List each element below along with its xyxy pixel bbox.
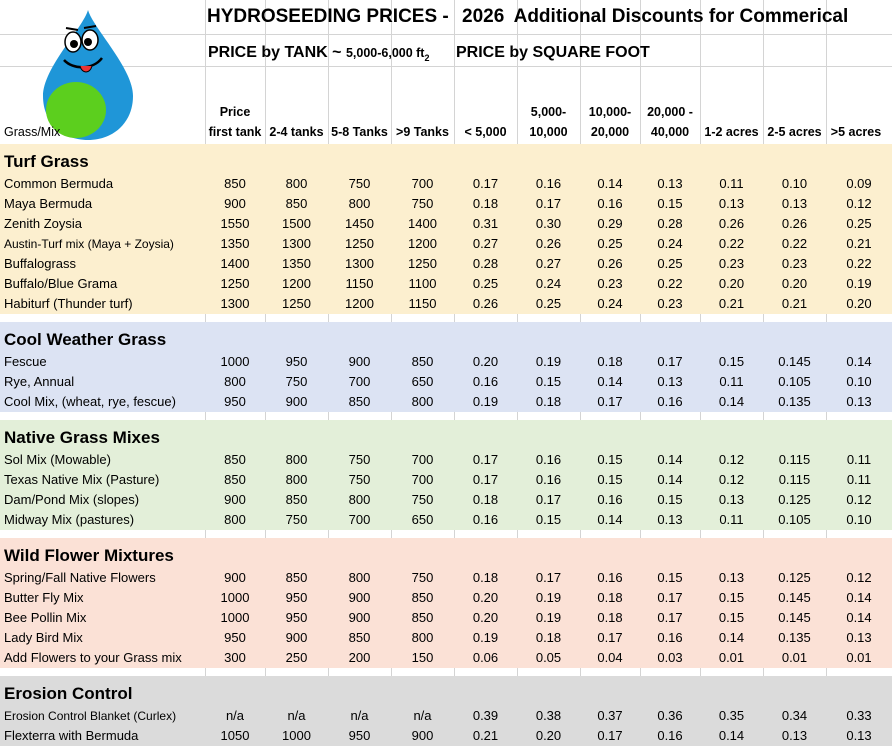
price-cell: 1300	[220, 296, 250, 311]
row-label: Bee Pollin Mix	[4, 610, 87, 625]
price-cell: 0.125	[778, 492, 811, 507]
price-cell: 750	[348, 452, 371, 467]
price-cell: 0.17	[535, 570, 562, 585]
price-cell: 0.125	[778, 570, 811, 585]
price-cell: 850	[411, 590, 434, 605]
price-cell: 0.18	[472, 570, 499, 585]
price-cell: 900	[348, 590, 371, 605]
col-header-10000-20000-line2: 20,000	[590, 125, 630, 139]
price-cell: 1200	[408, 236, 437, 251]
col-header-9-tanks: >9 Tanks	[396, 125, 449, 139]
price-cell: 1250	[345, 236, 374, 251]
price-cell: 0.29	[597, 216, 623, 231]
price-cell: 0.19	[846, 276, 872, 291]
price-cell: 200	[348, 650, 371, 665]
price-cell: 0.14	[657, 472, 683, 487]
row-label: Cool Mix, (wheat, rye, fescue)	[4, 394, 176, 409]
price-cell: 1000	[220, 354, 250, 369]
price-cell: 0.11	[719, 176, 744, 191]
price-cell: 1300	[345, 256, 374, 271]
price-cell: 0.13	[846, 630, 872, 645]
price-cell: 0.145	[778, 354, 811, 369]
price-cell: 0.15	[597, 452, 623, 467]
price-cell: 0.16	[597, 570, 623, 585]
row-label: Habiturf (Thunder turf)	[4, 296, 133, 311]
price-cell: 800	[285, 452, 308, 467]
section-title: Wild Flower Mixtures	[4, 546, 174, 565]
price-cell: 0.24	[535, 276, 562, 291]
price-cell: 850	[411, 354, 434, 369]
price-cell: 850	[285, 196, 308, 211]
price-cell: 850	[348, 630, 371, 645]
price-cell: 1000	[282, 728, 311, 743]
price-cell: 1200	[282, 276, 311, 291]
price-cell: 1250	[220, 276, 250, 291]
price-cell: 850	[411, 610, 434, 625]
price-cell: 850	[224, 472, 246, 487]
tank-size: 5,000-6,000 ft	[345, 46, 425, 60]
price-cell: 0.13	[718, 492, 745, 507]
price-cell: 1250	[282, 296, 311, 311]
price-cell: 0.39	[472, 708, 499, 723]
price-cell: 0.17	[535, 492, 562, 507]
price-cell: 0.17	[597, 630, 623, 645]
price-cell: 0.12	[718, 472, 745, 487]
price-cell: 0.17	[535, 196, 562, 211]
price-cell: 650	[411, 374, 434, 389]
price-cell: 0.21	[781, 296, 808, 311]
price-cell: 0.11	[846, 472, 872, 487]
price-cell: 1000	[220, 590, 250, 605]
price-cell: 750	[285, 512, 308, 527]
price-cell: 0.28	[657, 216, 683, 231]
price-cell: 0.20	[472, 354, 499, 369]
row-label: Add Flowers to your Grass mix	[4, 650, 182, 665]
row-label: Maya Bermuda	[4, 196, 93, 211]
row-label: Midway Mix (pastures)	[4, 512, 135, 527]
price-cell: 0.22	[781, 236, 808, 251]
price-cell: 0.15	[657, 492, 683, 507]
price-cell: 900	[411, 728, 434, 743]
price-cell: 0.21	[472, 728, 499, 743]
price-cell: 0.13	[657, 512, 683, 527]
price-cell: 0.20	[472, 610, 499, 625]
price-cell: 800	[411, 394, 434, 409]
price-cell: 0.17	[472, 452, 499, 467]
price-cell: 0.20	[472, 590, 499, 605]
price-cell: 0.135	[778, 394, 811, 409]
section-title: Erosion Control	[4, 684, 133, 703]
price-cell: 0.16	[597, 492, 623, 507]
price-cell: 850	[224, 176, 246, 191]
price-cell: n/a	[225, 708, 245, 723]
price-cell: 0.34	[781, 708, 808, 723]
price-cell: 0.12	[718, 452, 745, 467]
row-label: Butter Fly Mix	[4, 590, 84, 605]
price-cell: 0.25	[535, 296, 562, 311]
col-header-5-8-tanks: 5-8 Tanks	[331, 125, 388, 139]
price-cell: 0.145	[778, 590, 811, 605]
sqft-header: PRICE by SQUARE FOOT	[456, 44, 650, 61]
price-cell: 0.13	[781, 196, 808, 211]
section-title: Turf Grass	[4, 152, 89, 171]
price-cell: 0.19	[472, 394, 499, 409]
price-cell: 0.25	[472, 276, 499, 291]
price-cell: 0.14	[597, 374, 623, 389]
price-cell: 900	[224, 492, 246, 507]
price-cell: 900	[285, 630, 308, 645]
price-cell: 1100	[408, 276, 437, 291]
price-cell: 250	[285, 650, 308, 665]
price-cell: 0.10	[781, 176, 808, 191]
col-header-1-2-acres: 1-2 acres	[704, 125, 759, 139]
price-cell: 0.135	[778, 630, 811, 645]
price-cell: 0.23	[597, 276, 623, 291]
price-cell: 0.17	[472, 472, 499, 487]
price-cell: 0.16	[472, 512, 499, 527]
row-label: Erosion Control Blanket (Curlex)	[4, 709, 177, 723]
price-cell: 0.12	[846, 492, 872, 507]
price-cell: 0.11	[846, 452, 872, 467]
price-cell: 0.15	[535, 374, 562, 389]
price-cell: 0.25	[657, 256, 683, 271]
col-header-2-4-tanks: 2-4 tanks	[269, 125, 324, 139]
price-cell: 0.16	[657, 728, 683, 743]
row-label: Dam/Pond Mix (slopes)	[4, 492, 140, 507]
price-cell: 1400	[408, 216, 437, 231]
price-cell: 0.15	[718, 354, 745, 369]
price-cell: 750	[348, 472, 371, 487]
price-cell: 0.38	[535, 708, 562, 723]
tank-size-sup: 2	[424, 53, 430, 64]
price-cell: 0.20	[718, 276, 745, 291]
price-cell: 950	[285, 590, 308, 605]
price-cell: 0.27	[535, 256, 562, 271]
price-cell: 0.16	[597, 196, 623, 211]
price-cell: 0.23	[657, 296, 683, 311]
row-label: Common Bermuda	[4, 176, 114, 191]
price-cell: 1500	[282, 216, 311, 231]
col-header-lt-5000: < 5,000	[464, 125, 507, 139]
col-header-first-tank-line2: first tank	[208, 125, 262, 139]
price-cell: 850	[348, 394, 371, 409]
price-cell: 0.16	[535, 176, 562, 191]
price-cell: 0.14	[846, 354, 872, 369]
price-cell: 0.16	[535, 452, 562, 467]
tank-label: PRICE by TANK ~	[208, 44, 342, 61]
price-cell: 0.01	[781, 650, 808, 665]
price-cell: 0.13	[718, 196, 745, 211]
col-header-first-tank-line1: Price	[219, 105, 251, 119]
price-cell: 900	[348, 354, 371, 369]
price-cell: 0.18	[597, 590, 623, 605]
price-cell: 0.18	[597, 610, 623, 625]
price-cell: 1150	[345, 276, 374, 291]
price-cell: 700	[348, 374, 371, 389]
price-cell: 800	[285, 472, 308, 487]
row-label: Sol Mix (Mowable)	[4, 452, 111, 467]
price-cell: 800	[224, 512, 246, 527]
price-cell: 0.17	[657, 590, 683, 605]
price-cell: 0.35	[718, 708, 745, 723]
price-cell: 950	[348, 728, 371, 743]
price-cell: 0.26	[472, 296, 499, 311]
price-cell: 0.14	[597, 176, 623, 191]
price-cell: 0.16	[472, 374, 499, 389]
price-cell: 0.21	[718, 296, 745, 311]
price-cell: 0.18	[597, 354, 623, 369]
price-cell: 950	[224, 630, 246, 645]
price-cell: 1450	[345, 216, 374, 231]
price-cell: 700	[411, 176, 434, 191]
price-cell: 0.11	[719, 512, 744, 527]
price-cell: 0.16	[657, 394, 683, 409]
price-cell: 0.115	[778, 472, 811, 487]
tank-header	[208, 42, 430, 69]
price-cell: 0.13	[657, 176, 683, 191]
price-cell: 0.19	[472, 630, 499, 645]
col-header-10000-20000	[580, 102, 640, 142]
price-cell: 0.14	[846, 590, 872, 605]
price-cell: 800	[348, 570, 371, 585]
price-cell: 1550	[220, 216, 250, 231]
price-cell: 0.26	[781, 216, 808, 231]
price-cell: 0.11	[719, 374, 744, 389]
price-cell: 0.33	[846, 708, 872, 723]
price-cell: 0.22	[718, 236, 745, 251]
price-cell: 0.14	[846, 610, 872, 625]
col-header-5-acres: >5 acres	[830, 125, 882, 139]
price-cell: 0.14	[718, 630, 745, 645]
price-cell: 0.18	[472, 492, 499, 507]
price-cell: 0.15	[657, 196, 683, 211]
price-cell: 0.37	[597, 708, 623, 723]
price-cell: 0.26	[535, 236, 562, 251]
price-cell: 0.17	[597, 394, 623, 409]
price-cell: 0.22	[846, 256, 872, 271]
price-cell: 900	[348, 610, 371, 625]
row-label: Flexterra with Bermuda	[4, 728, 139, 743]
col-header-2-5-acres: 2-5 acres	[767, 125, 822, 139]
price-cell: 0.25	[597, 236, 623, 251]
price-cell: 0.14	[597, 512, 623, 527]
price-cell: 850	[224, 452, 246, 467]
price-cell: 0.25	[846, 216, 872, 231]
col-header-5000-10000-line2: 10,000	[529, 125, 568, 139]
price-cell: 0.13	[718, 570, 745, 585]
price-cell: 750	[285, 374, 308, 389]
col-header-20000-40000	[640, 102, 700, 142]
price-cell: 0.15	[657, 570, 683, 585]
price-cell: 900	[224, 196, 246, 211]
price-cell: 800	[285, 176, 308, 191]
price-cell: 800	[348, 196, 371, 211]
price-cell: 0.18	[472, 196, 499, 211]
price-cell: 1350	[282, 256, 311, 271]
price-cell: 1400	[220, 256, 250, 271]
row-label: Texas Native Mix (Pasture)	[4, 472, 160, 487]
price-cell: 0.145	[778, 610, 811, 625]
price-cell: 0.31	[472, 216, 499, 231]
price-cell: 0.10	[846, 512, 872, 527]
title-year: 2026	[462, 6, 505, 27]
row-label: Rye, Annual	[4, 374, 75, 389]
price-cell: 950	[285, 354, 308, 369]
price-cell: 0.18	[535, 394, 562, 409]
price-cell: 800	[348, 492, 371, 507]
price-cell: 0.105	[778, 374, 811, 389]
price-cell: 700	[348, 512, 371, 527]
price-cell: 650	[411, 512, 434, 527]
price-cell: 0.19	[535, 590, 562, 605]
price-cell: 0.105	[778, 512, 811, 527]
price-cell: 0.26	[718, 216, 745, 231]
price-cell: 0.04	[597, 650, 623, 665]
price-cell: 1150	[408, 296, 437, 311]
price-cell: n/a	[413, 708, 432, 723]
price-cell: n/a	[287, 708, 306, 723]
price-cell: 1000	[220, 610, 250, 625]
price-cell: 850	[285, 492, 308, 507]
price-cell: 1050	[220, 728, 250, 743]
price-cell: 0.16	[657, 630, 683, 645]
price-cell: 0.13	[846, 728, 872, 743]
price-cell: 0.115	[778, 452, 811, 467]
col-header-5000-10000	[517, 102, 580, 142]
price-cell: 0.23	[718, 256, 745, 271]
row-label: Lady Bird Mix	[4, 630, 83, 645]
price-cell: 750	[411, 196, 434, 211]
price-cell: 1200	[345, 296, 374, 311]
price-cell: 0.26	[597, 256, 623, 271]
price-cell: 0.14	[718, 728, 745, 743]
price-cell: 0.20	[846, 296, 872, 311]
price-cell: 750	[411, 570, 434, 585]
price-cell: 700	[411, 472, 434, 487]
price-cell: 0.22	[657, 276, 683, 291]
row-label: Austin-Turf mix (Maya + Zoysia)	[4, 237, 174, 251]
page-title	[207, 5, 848, 29]
price-cell: 0.30	[535, 216, 562, 231]
price-cell: 0.27	[472, 236, 499, 251]
price-cell: 1300	[282, 236, 311, 251]
price-cell: 1250	[408, 256, 437, 271]
row-label: Zenith Zoysia	[4, 216, 83, 231]
price-cell: 0.21	[846, 236, 872, 251]
price-cell: 0.23	[781, 256, 808, 271]
price-cell: 0.16	[535, 472, 562, 487]
price-cell: 0.36	[657, 708, 683, 723]
row-label: Buffalograss	[4, 256, 77, 271]
price-cell: 0.10	[846, 374, 872, 389]
price-cell: 0.12	[846, 196, 872, 211]
price-cell: 0.17	[657, 610, 683, 625]
section-title: Native Grass Mixes	[4, 428, 160, 447]
title-main: HYDROSEEDING PRICES -	[207, 6, 449, 27]
price-cell: 0.24	[597, 296, 623, 311]
price-cell: 900	[224, 570, 246, 585]
price-cell: 0.13	[781, 728, 808, 743]
price-cell: 0.20	[535, 728, 562, 743]
col-header-5000-10000-line1: 5,000-	[530, 105, 567, 119]
price-cell: 0.06	[472, 650, 499, 665]
price-cell: 0.15	[718, 610, 745, 625]
price-cell: 0.24	[657, 236, 683, 251]
section-title: Cool Weather Grass	[4, 330, 167, 349]
col-header-20000-40000-line2: 40,000	[650, 125, 690, 139]
price-cell: 0.14	[657, 452, 683, 467]
row-label: Buffalo/Blue Grama	[4, 276, 118, 291]
row-label: Spring/Fall Native Flowers	[4, 570, 156, 585]
price-cell: 700	[411, 452, 434, 467]
price-cell: 0.15	[535, 512, 562, 527]
price-cell: 150	[411, 650, 434, 665]
price-cell: 1350	[220, 236, 250, 251]
price-cell: 0.13	[846, 394, 872, 409]
price-cell: 800	[224, 374, 246, 389]
price-cell: 0.15	[597, 472, 623, 487]
price-cell: 0.12	[846, 570, 872, 585]
title-discount: Additional Discounts for Commerical	[513, 6, 849, 27]
price-cell: n/a	[350, 708, 369, 723]
price-cell: 950	[285, 610, 308, 625]
price-cell: 0.18	[535, 630, 562, 645]
price-cell: 0.15	[718, 590, 745, 605]
price-cell: 0.28	[472, 256, 499, 271]
price-cell: 950	[224, 394, 246, 409]
price-cell: 0.17	[657, 354, 683, 369]
price-cell: 0.03	[657, 650, 683, 665]
price-cell: 0.17	[472, 176, 499, 191]
col-header-20000-40000-line1: 20,000 -	[647, 105, 693, 119]
price-cell: 0.14	[718, 394, 745, 409]
row-label: Fescue	[4, 354, 47, 369]
col-header-first-tank	[205, 102, 265, 142]
price-cell: 0.05	[535, 650, 562, 665]
price-cell: 0.13	[657, 374, 683, 389]
col-header-10000-20000-line1: 10,000-	[588, 105, 632, 119]
price-cell: 300	[224, 650, 246, 665]
col-header-grass-mix: Grass/Mix	[4, 125, 61, 139]
price-cell: 0.17	[597, 728, 623, 743]
price-cell: 800	[411, 630, 434, 645]
price-cell: 0.01	[718, 650, 745, 665]
price-cell: 750	[348, 176, 371, 191]
price-cell: 850	[285, 570, 308, 585]
price-cell: 0.20	[781, 276, 808, 291]
price-cell: 900	[285, 394, 308, 409]
price-cell: 0.01	[846, 650, 872, 665]
price-cell: 0.19	[535, 354, 562, 369]
price-cell: 0.19	[535, 610, 562, 625]
price-cell: 0.09	[846, 176, 872, 191]
price-cell: 750	[411, 492, 434, 507]
